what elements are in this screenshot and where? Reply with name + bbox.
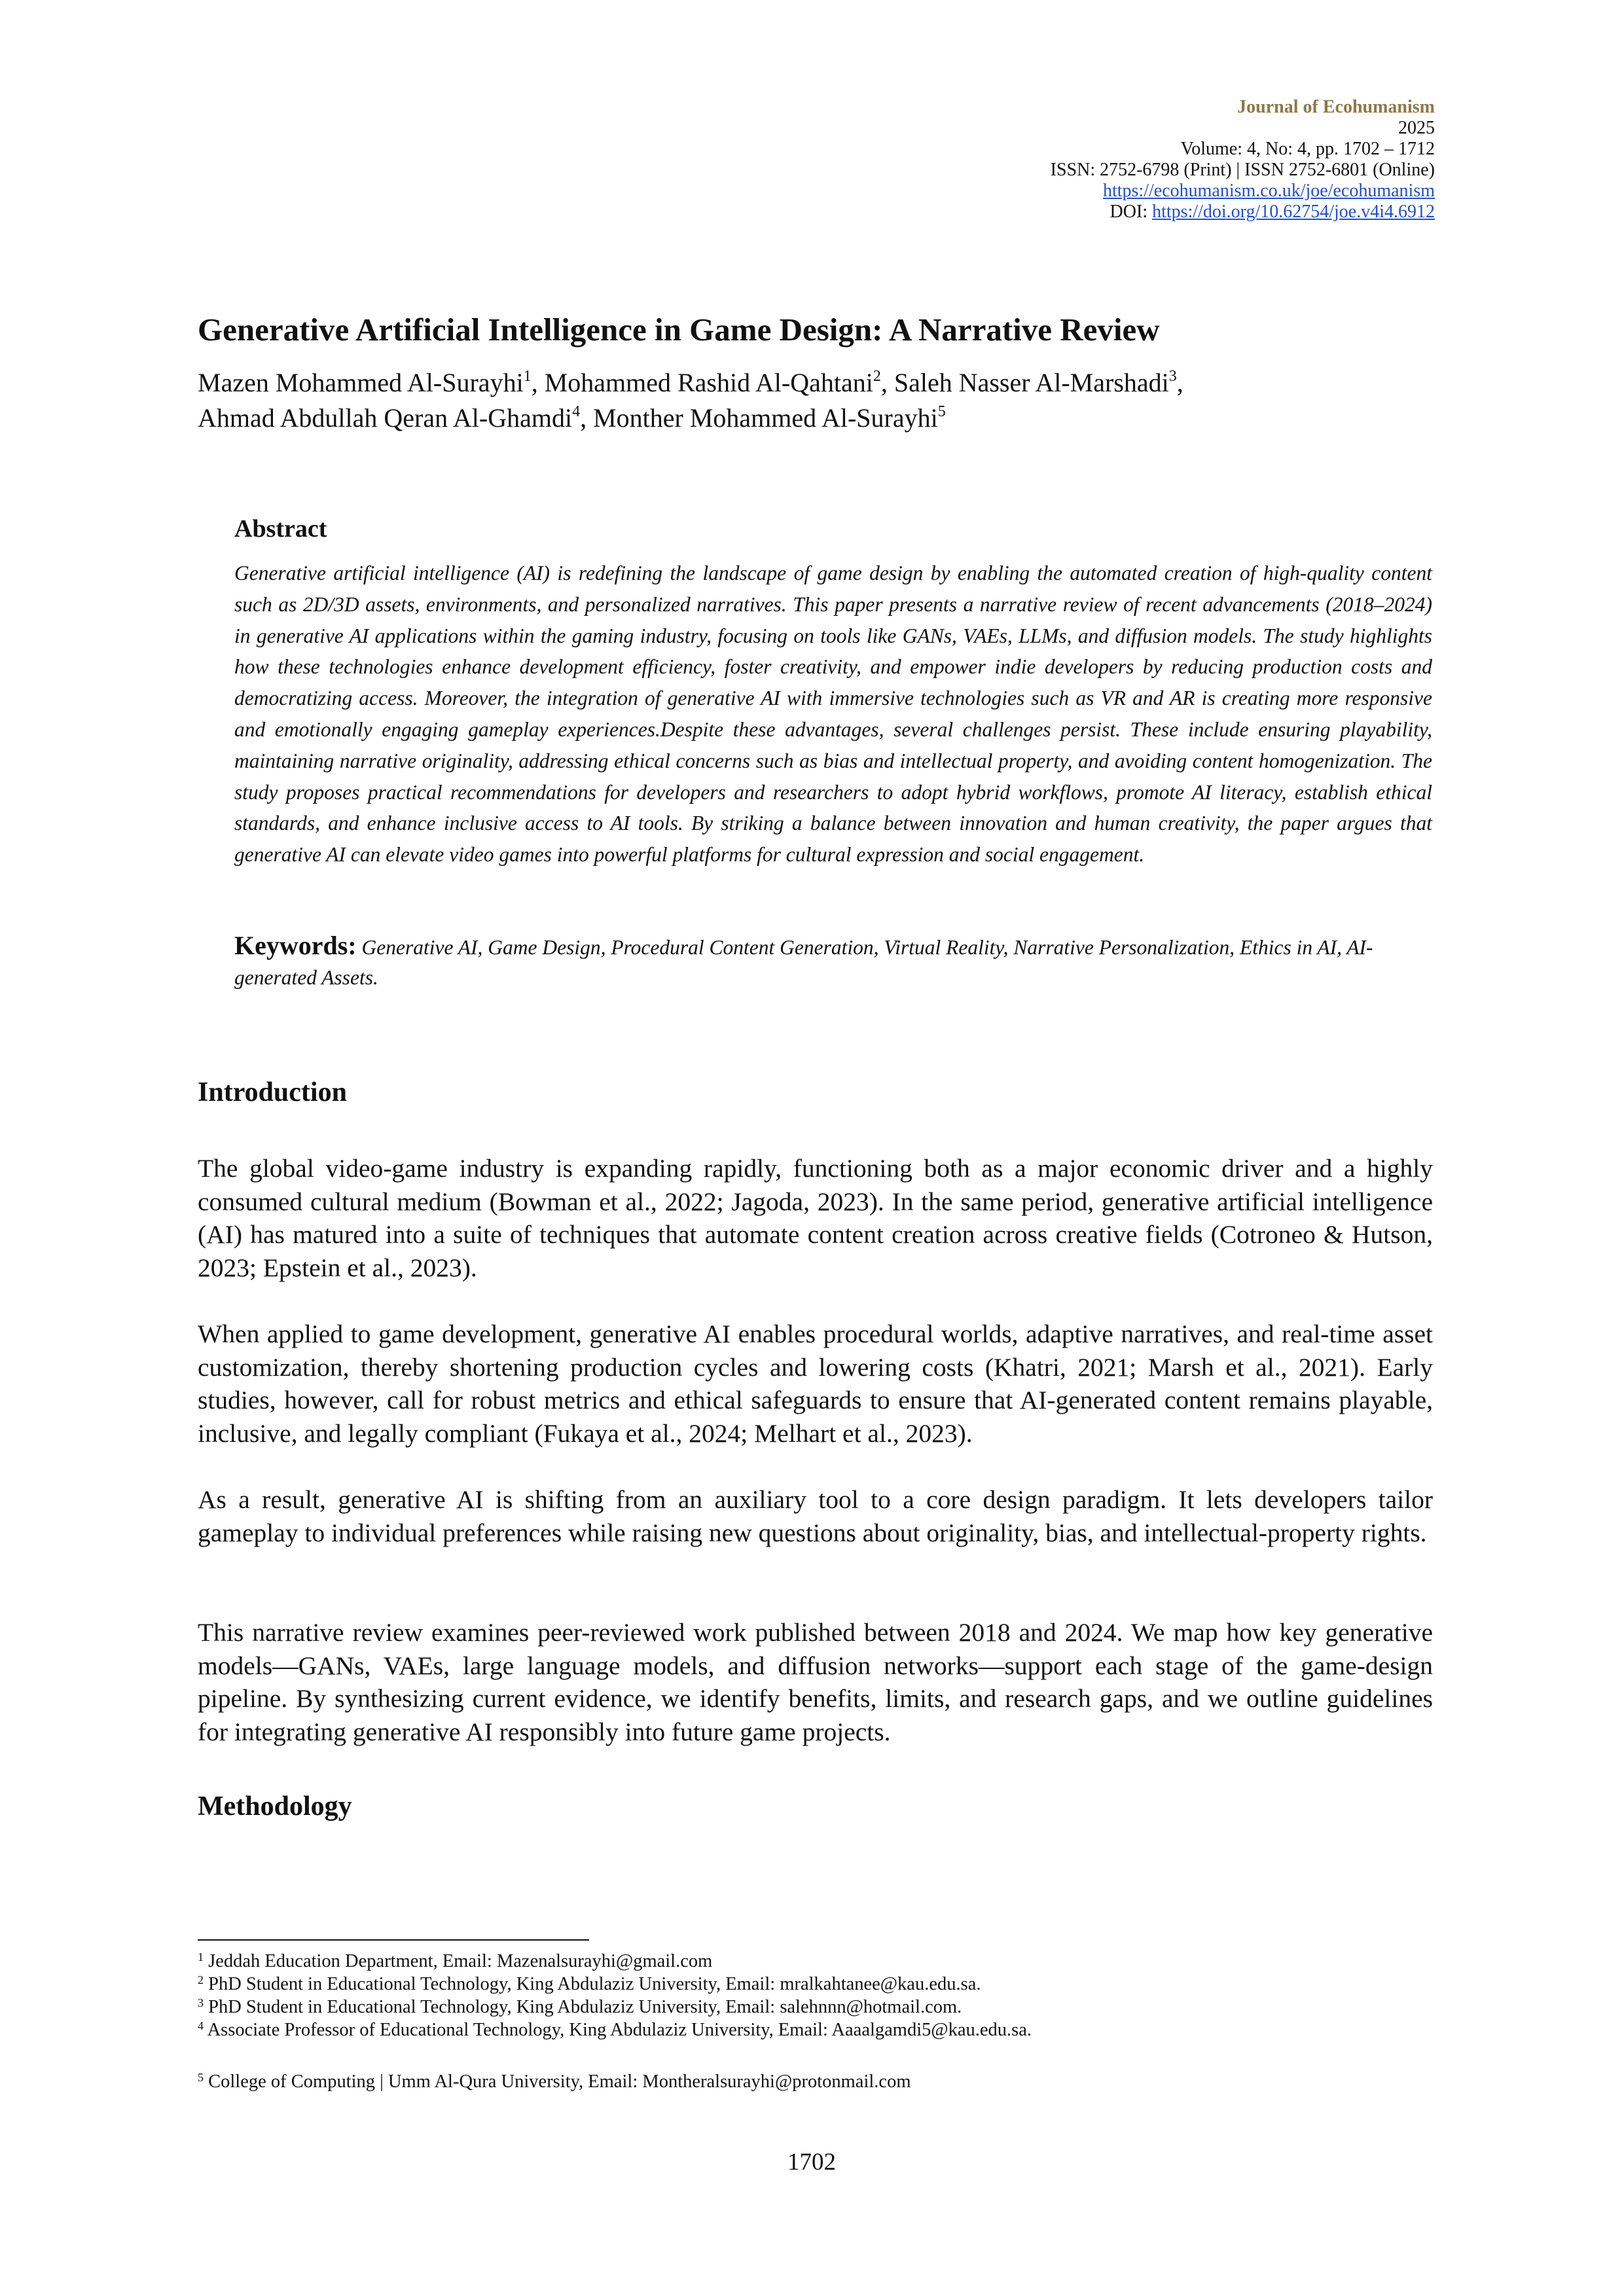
footnote-text: Associate Professor of Educational Technology, King Abdulaziz University, Email: Aaaalgamdi5@kau.edu.sa. [207, 2020, 1032, 2040]
author-affiliation-marker: 5 [937, 403, 946, 420]
author-name: Saleh Nasser Al-Marshadi [893, 368, 1169, 397]
footnote-text: PhD Student in Educational Technology, King Abdulaziz University, Email: mralkahtanee@kau.edu.sa. [208, 1974, 981, 1994]
keywords-text: Generative AI, Game Design, Procedural Content Generation, Virtual Reality, Narrative Personalization, Ethics in AI, AI-generated Assets. [234, 936, 1373, 989]
footnote-1 [198, 1951, 1441, 1972]
keywords-label: Keywords: [234, 931, 357, 960]
footnote-marker: 2 [198, 1973, 204, 1986]
abstract-heading: Abstract [234, 515, 327, 543]
journal-header [518, 97, 1435, 223]
page-number: 1702 [787, 2149, 836, 2176]
author-separator: , [531, 368, 545, 397]
footnote-5 [198, 2072, 1441, 2092]
doi-label: DOI: [1110, 202, 1153, 222]
author-name: Ahmad Abdullah Qeran Al-Ghamdi [198, 403, 573, 433]
author-affiliation-marker: 2 [873, 368, 881, 385]
paper-title: Generative Artificial Intelligence in Game Design: A Narrative Review [198, 312, 1160, 348]
footnote-divider [198, 1939, 589, 1941]
author-name: Monther Mohammed Al-Surayhi [593, 403, 938, 433]
introduction-heading: Introduction [198, 1077, 347, 1107]
intro-paragraph-4: This narrative review examines peer-reviewed work published between 2018 and 2024. We map how key generative models—GANs, VAEs, large language models, and diffusion networks—support each stage of the game-design pipeline. By synthesizing current evidence, we identify benefits, limits, and research gaps, and we outline guidelines for integrating generative AI responsibly into future game projects. [198, 1618, 1433, 1746]
intro-paragraph-2: When applied to game development, generative AI enables procedural worlds, adaptive narratives, and real-time asset customization, thereby shortening production cycles and lowering costs (Khatri, 2021; Marsh et al., 2021). Early studies, however, call for robust metrics and ethical safeguards to ensure that AI-generated content remains playable, inclusive, and legally compliant (Fukaya et al., 2024; Melhart et al., 2023). [198, 1319, 1433, 1448]
author-name: Mazen Mohammed Al-Surayhi [198, 368, 524, 397]
author-name: Mohammed Rashid Al-Qahtani [544, 368, 873, 397]
author-list [198, 365, 1441, 436]
author-affiliation-marker: 3 [1168, 368, 1177, 385]
footnote-marker: 5 [198, 2071, 204, 2084]
author-affiliation-marker: 1 [523, 368, 532, 385]
footnote-4 [198, 2020, 1441, 2041]
methodology-heading: Methodology [198, 1791, 352, 1821]
journal-volume: Volume: 4, No: 4, pp. 1702 – 1712 [1180, 139, 1435, 159]
journal-year: 2025 [1398, 118, 1435, 138]
footnote-text: PhD Student in Educational Technology, King Abdulaziz University, Email: salehnnn@hotmail.com. [208, 1997, 962, 2017]
keywords [234, 931, 1432, 993]
intro-paragraph-1: The global video-game industry is expanding rapidly, functioning both as a major economic driver and a highly consumed cultural medium (Bowman et al., 2022; Jagoda, 2023). In the same period, generative artificial intelligence (AI) has matured into a suite of techniques that automate content creation across creative fields (Cotroneo & Hutson, 2023; Epstein et al., 2023). [198, 1154, 1433, 1282]
footnote-marker: 3 [198, 1996, 204, 2009]
abstract-text: Generative artificial intelligence (AI) is redefining the landscape of game design by enabling the automated creation of high-quality content such as 2D/3D assets, environments, and personalized narratives. This paper presents a narrative review of recent advancements (2018–2024) in generative AI applications within the gaming industry, focusing on tools like GANs, VAEs, LLMs, and diffusion models. The study highlights how these technologies enhance development efficiency, foster creativity, and empower indie developers by reducing production costs and democratizing access. Moreover, the integration of generative AI with immersive technologies such as VR and AR is creating more responsive and emotionally engaging gameplay experiences.Despite these advantages, several challenges persist. These include ensuring playability, maintaining narrative originality, addressing ethical concerns such as bias and intellectual property, and avoiding content homogenization. The study proposes practical recommendations for developers and researchers to adopt hybrid workflows, promote AI literacy, establish ethical standards, and enhance inclusive access to AI tools. By striking a balance between innovation and human creativity, the paper argues that generative AI can elevate video games into powerful platforms for cultural expression and social engagement. [234, 562, 1432, 867]
author-separator: , [580, 403, 594, 433]
footnote-marker: 1 [198, 1950, 204, 1964]
journal-url-link[interactable]: https://ecohumanism.co.uk/joe/ecohumanism [1102, 181, 1435, 201]
author-affiliation-marker: 4 [572, 403, 581, 420]
footnote-2 [198, 1974, 1441, 1995]
author-separator: , [1176, 368, 1183, 397]
author-separator: , [880, 368, 894, 397]
footnote-text: College of Computing | Umm Al-Qura University, Email: Montheralsurayhi@protonmail.com [208, 2072, 911, 2092]
footnote-marker: 4 [198, 2019, 204, 2032]
footnote-text: Jeddah Education Department, Email: Mazenalsurayhi@gmail.com [208, 1951, 713, 1971]
intro-paragraph-3: As a result, generative AI is shifting from an auxiliary tool to a core design paradigm. It lets developers tailor gameplay to individual preferences while raising new questions about originality, bias, and intellectual-property rights. [198, 1485, 1433, 1547]
doi-link[interactable]: https://doi.org/10.62754/joe.v4i4.6912 [1152, 202, 1435, 222]
journal-name: Journal of Ecohumanism [1237, 97, 1435, 117]
journal-issn: ISSN: 2752-6798 (Print) | ISSN 2752-6801 (Online) [1050, 160, 1435, 180]
footnote-3 [198, 1997, 1441, 2018]
